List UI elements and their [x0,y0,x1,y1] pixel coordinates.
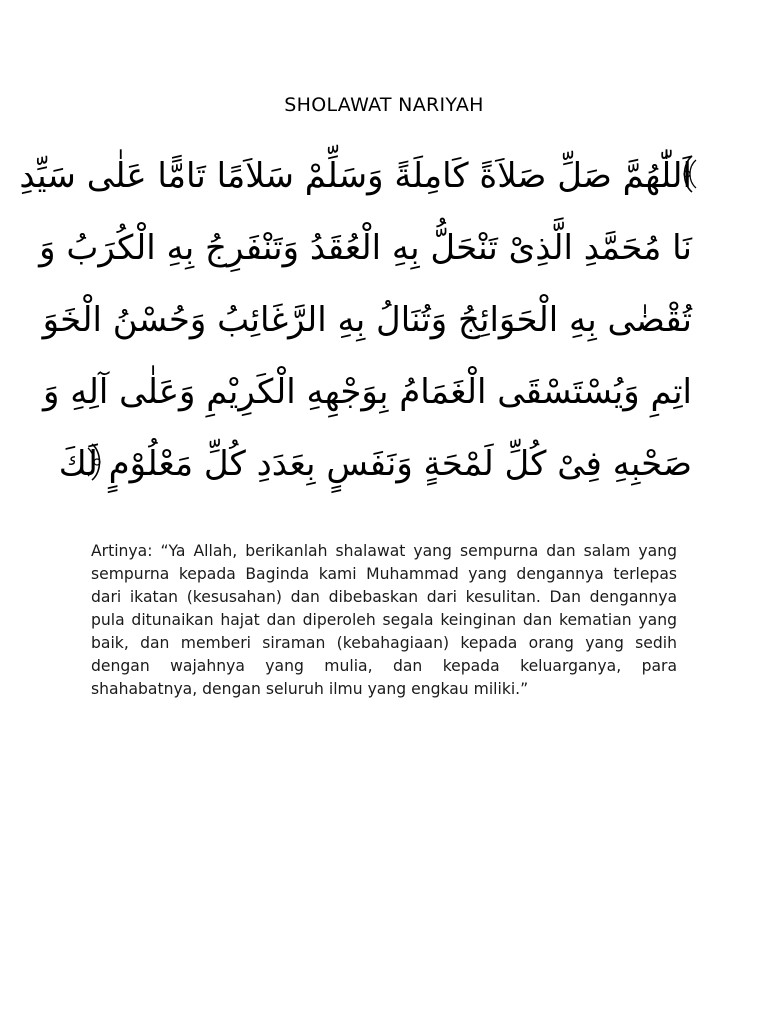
arabic-text-block [19,140,692,500]
page-title: SHOLAWAT NARIYAH [284,94,484,116]
arabic-line-3: تُقْضٰى بِهِ الْحَوَائِجُ وَتُنَالُ بِهِ الرَّغَائِبُ وَحُسْنُ الْخَوَ [42,300,692,340]
translation-paragraph: Artinya: “Ya Allah, berikanlah shalawat yang sempurna dan salam yang sempurna kepada Baginda kami Muhammad yang dengannya terlepas dari ikatan (kesusahan) dan dibebaskan dari kesulitan. Dan dengannya pula ditunaikan hajat dan diperoleh segala keinginan dan kematian yang baik, dan memberi siraman (kebahagiaan) kepada orang yang sedih dengan wajahnya yang mulia, dan kepada keluarganya, para shahabatnya, dengan seluruh ilmu yang engkau miliki.” [91,542,677,698]
arabic-line-1: اَللّٰهُمَّ صَلِّ صَلاَةً كَامِلَةً وَسَلِّمْ سَلاَمًا تَامًّا عَلٰى سَيِّدِ [19,156,692,196]
arabic-line-4: اتِمِ وَيُسْتَسْقَى الْغَمَامُ بِوَجْهِهِ الْكَرِيْمِ وَعَلٰى آلِهِ وَ [43,372,692,412]
arabic-line-5: صَحْبِهِ فِىْ كُلِّ لَمْحَةٍ وَنَفَسٍ بِعَدَدِ كُلِّ مَعْلُوْمٍ لَكَ [58,444,692,484]
arabic-line-2: نَا مُحَمَّدِ الَّذِىْ تَنْحَلُّ بِهِ الْعُقَدُ وَتَنْفَرِجُ بِهِ الْكُرَبُ وَ [39,228,692,268]
ornate-bracket-icon [86,442,106,482]
